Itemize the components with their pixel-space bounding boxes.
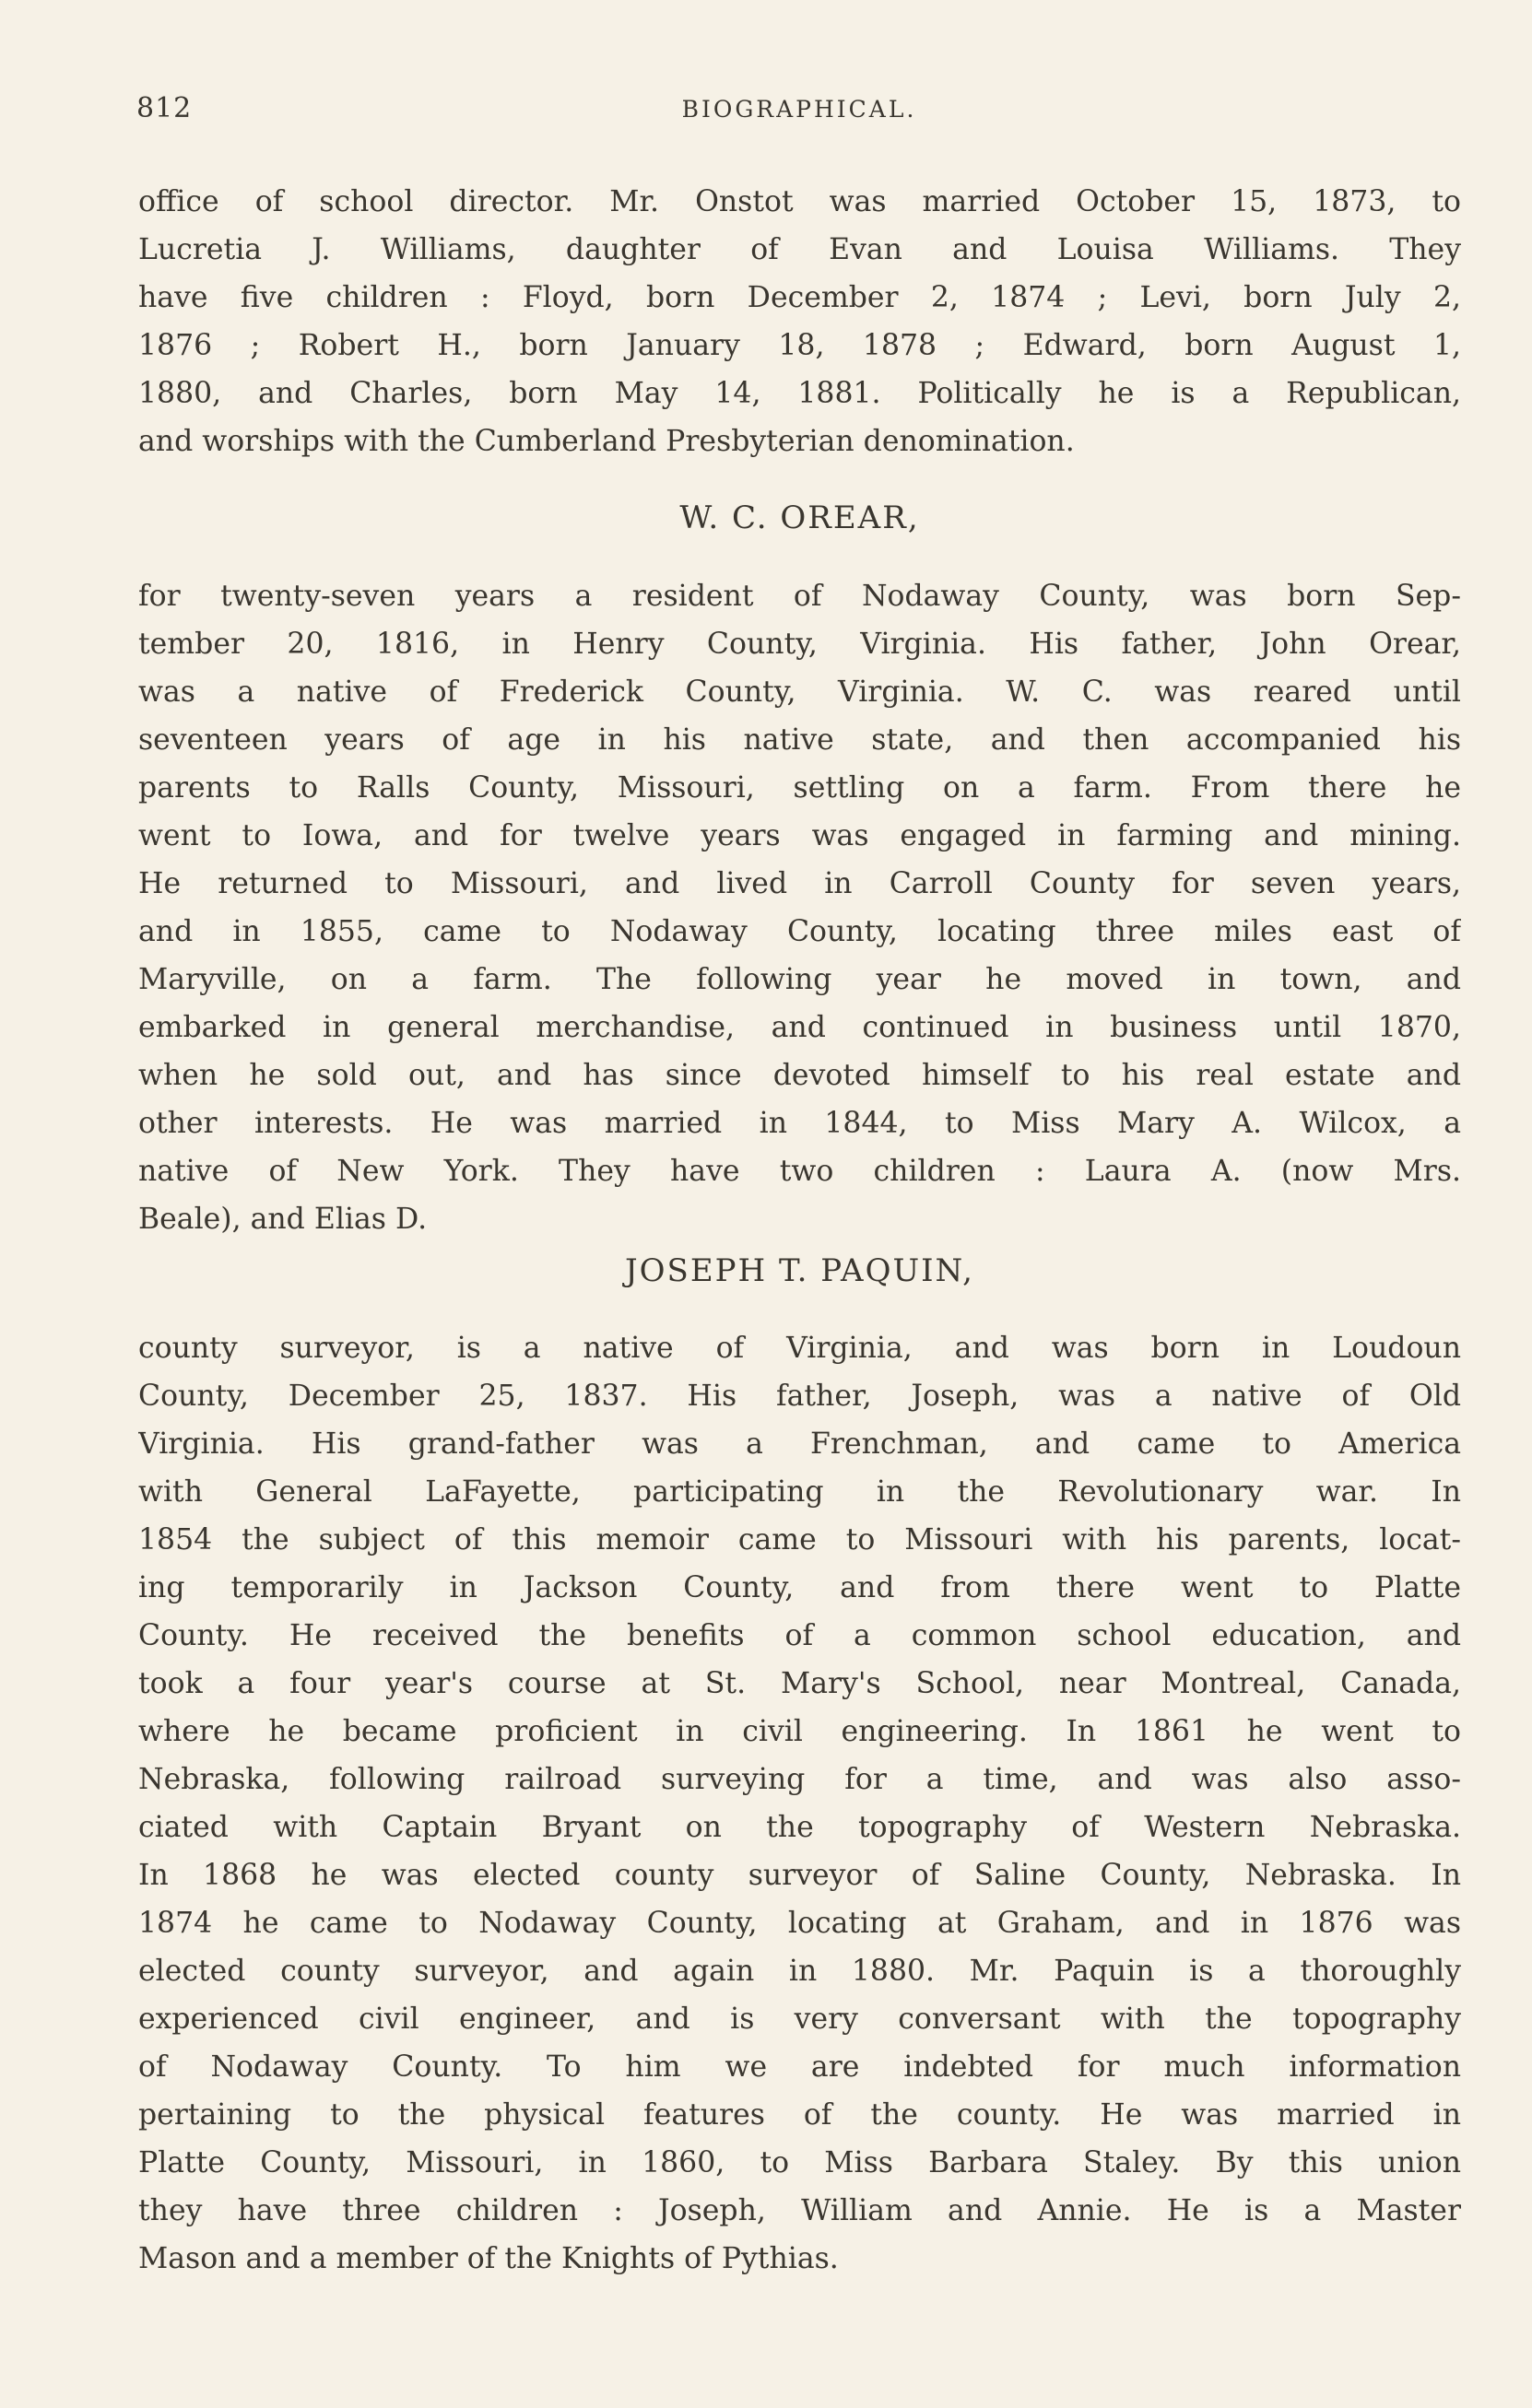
body-text — [138, 178, 1461, 2283]
running-head-title: BIOGRAPHICAL. — [681, 96, 917, 123]
page-number: 812 — [136, 92, 193, 124]
orear-heading: W. C. OREAR, — [679, 499, 920, 536]
text-line: was a native of Frederick County, Virginia. W. C. was reared until — [138, 675, 1461, 709]
onstot-paragraph — [138, 178, 1461, 465]
text-line: elected county surveyor, and again in 1880. Mr. Paquin is a thoroughly — [138, 1955, 1461, 1988]
text-line: embarked in general merchandise, and continued in business until 1870, — [138, 1011, 1461, 1044]
text-line: Beale), and Elias D. — [138, 1203, 428, 1236]
text-line: 1876 ; Robert H., born January 18, 1878 ; Edward, born August 1, — [138, 329, 1461, 362]
text-line: where he became proficient in civil engineering. In 1861 he went to — [138, 1715, 1461, 1748]
text-line: In 1868 he was elected county surveyor of Saline County, Nebraska. In — [138, 1859, 1461, 1892]
text-line: with General LaFayette, participating in the Revolutionary war. In — [138, 1475, 1461, 1509]
text-line: 1874 he came to Nodaway County, locating at Graham, and in 1876 was — [138, 1907, 1461, 1940]
text-line: and worships with the Cumberland Presbyterian denomination. — [138, 425, 1075, 458]
text-line: Maryville, on a farm. The following year he moved in town, and — [138, 963, 1461, 996]
text-line: experienced civil engineer, and is very conversant with the topography — [138, 2003, 1461, 2036]
text-line: seventeen years of age in his native state, and then accompanied his — [138, 723, 1461, 757]
text-line: Virginia. His grand-father was a Frenchman, and came to America — [138, 1427, 1461, 1461]
text-line: have five children : Floyd, born December 2, 1874 ; Levi, born July 2, — [138, 281, 1461, 314]
text-line: county surveyor, is a native of Virginia, and was born in Loudoun — [138, 1332, 1461, 1365]
paquin-heading: JOSEPH T. PAQUIN, — [625, 1252, 974, 1289]
text-line: He returned to Missouri, and lived in Carroll County for seven years, — [138, 867, 1461, 900]
text-line: went to Iowa, and for twelve years was engaged in farming and mining. — [138, 819, 1461, 852]
text-line: they have three children : Joseph, William and Annie. He is a Master — [138, 2194, 1461, 2227]
text-line: Lucretia J. Williams, daughter of Evan and Louisa Williams. They — [138, 233, 1461, 266]
text-line: of Nodaway County. To him we are indebted for much information — [138, 2050, 1461, 2084]
text-line: Mason and a member of the Knights of Pythias. — [138, 2242, 839, 2275]
text-line: ciated with Captain Bryant on the topography of Western Nebraska. — [138, 1811, 1461, 1844]
running-head — [136, 92, 1462, 129]
text-line: took a four year's course at St. Mary's School, near Montreal, Canada, — [138, 1667, 1461, 1700]
text-line: for twenty-seven years a resident of Nodaway County, was born Sep- — [138, 580, 1461, 613]
text-line: County. He received the benefits of a common school education, and — [138, 1619, 1461, 1652]
paquin-paragraph — [138, 1324, 1461, 2283]
text-line: office of school director. Mr. Onstot was married October 15, 1873, to — [138, 185, 1461, 218]
orear-paragraph — [138, 572, 1461, 1243]
text-line: County, December 25, 1837. His father, Joseph, was a native of Old — [138, 1380, 1461, 1413]
text-line: parents to Ralls County, Missouri, settling on a farm. From there he — [138, 771, 1461, 805]
text-line: other interests. He was married in 1844, to Miss Mary A. Wilcox, a — [138, 1107, 1461, 1140]
text-line: Nebraska, following railroad surveying for a time, and was also asso- — [138, 1763, 1461, 1796]
text-line: native of New York. They have two children : Laura A. (now Mrs. — [138, 1155, 1461, 1188]
text-line: when he sold out, and has since devoted himself to his real estate and — [138, 1059, 1461, 1092]
text-line: Platte County, Missouri, in 1860, to Miss Barbara Staley. By this union — [138, 2146, 1461, 2179]
text-line: ing temporarily in Jackson County, and from there went to Platte — [138, 1571, 1461, 1604]
text-line: 1854 the subject of this memoir came to Missouri with his parents, locat- — [138, 1523, 1461, 1556]
text-line: tember 20, 1816, in Henry County, Virginia. His father, John Orear, — [138, 628, 1461, 661]
text-line: pertaining to the physical features of the county. He was married in — [138, 2098, 1461, 2132]
text-line: 1880, and Charles, born May 14, 1881. Politically he is a Republican, — [138, 377, 1461, 410]
text-line: and in 1855, came to Nodaway County, locating three miles east of — [138, 915, 1461, 948]
